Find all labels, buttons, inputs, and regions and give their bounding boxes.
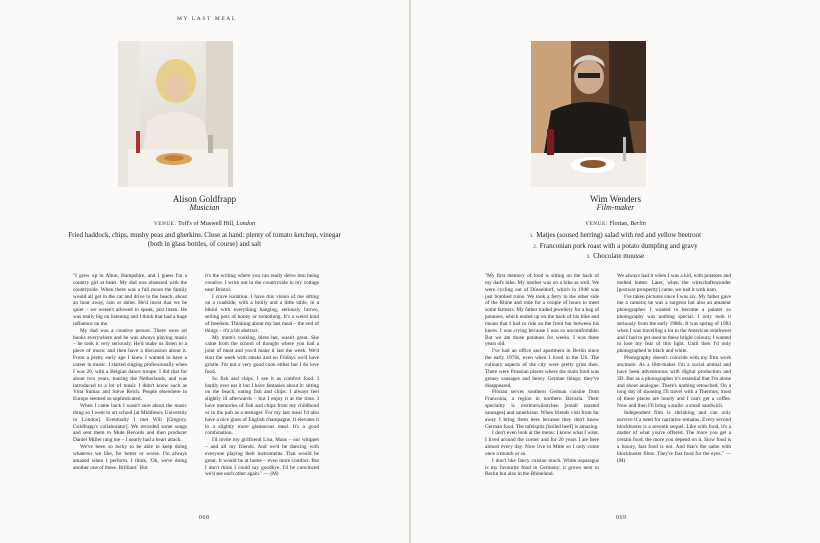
meal-course (411, 252, 820, 263)
body-paragraph: "My first memory of food is sitting on the back of my dad's bike. My mother was on a bike as well. We were cycling out of Düsseldorf, which in 1948 was just bombed ruins. We took a ferry to the other side of the Rhine and rode for a couple of hours to meet some farmers. My father traded jewellery for a bag of potatoes, which ended up on the back of his bike and meant that I had to ride on the front bar between his knees. I was crying because I was so uncomfortable. But we ate those potatoes for weeks. I was three years old. (485, 273, 599, 348)
venue-line (411, 220, 820, 227)
subject-name: Alison Goldfrapp (172, 194, 237, 204)
page-number: 069 (616, 515, 627, 521)
portrait-photo-alison (118, 41, 233, 187)
body-paragraph: Independent film is shrinking and can only survive if a need for narrative remains. Every second blockbuster is a seventh sequel. Like with food, it's a matter of what you're offered. The more you get a certain food, the more you depend on it. Slow food is a luxury, fast food is not. And that's the same with blockbuster films. They're fast food for the eyes." — (M) (617, 409, 731, 464)
venue-place: London (236, 220, 256, 227)
venue-line (0, 220, 409, 227)
portrait-photo-wim (531, 41, 646, 187)
course-text: Matjes (soused herring) salad with red and yellow beetroot (536, 231, 702, 239)
venue-place: Berlin (630, 220, 646, 227)
meal-course (411, 242, 820, 253)
subject-name: Wim Wenders (590, 194, 641, 204)
body-paragraph: Photography doesn't coincide with my film work anymore. As a film-maker I'm a social animal and have been adventurous with digital production and 3D. But as a photographer it's essential that I'm alone and shoot analogue. There's nothing retouched. On a long day of shooting I'll travel with a Thermos; most of these places are lonely and I can't get a coffee. Now and then I'll bring a stulle: a small sandwich. (617, 355, 731, 410)
body-paragraph: Florian serves southern German cuisine from Franconia, a region in northern Bavaria. Their speciality is rostbratwürstchen [small roasted sausages] and sauerkraut. When friends visit from far away I bring them here because they don't know German food. The tafelspitz [boiled beef] is amazing. (485, 389, 599, 430)
body-paragraph: We've been so lucky to be able to keep doing whatever we like, for better or worse. I'm always amazed when I perform. I think, 'Oh, we're doing another one of these. Brilliant.' But (73, 444, 187, 471)
subject-role: Film-maker (596, 203, 635, 212)
meal-course (411, 231, 820, 242)
body-paragraph: My mum's cooking, bless her, wasn't great. She came from the school of thought where you had a joint of meat and you'd make it last the week. We'd start the week with steaks and on Fridays we'd have gristle. I'm not a very good cook either but I do love food. (205, 334, 319, 375)
meal-line: (both in glass bottles, of course) and salt (147, 239, 262, 248)
course-number: 3. (586, 255, 591, 261)
body-paragraph: I've taken pictures since I was six. My father gave me a camera; he was a surgeon but also an amateur photographer. I wanted to become a painter so photography was nothing special. I only took it seriously from the early 1980s. It was spring of 1983 when I was travelling a lot in the American southwest and I had to get used to these bright colours; I wanted to lose my fear of this light. Until then I'd only photographed in black and white. (617, 293, 732, 355)
course-text: Franconian pork roast with a potato dumpling and gravy (539, 241, 698, 250)
body-paragraph: I don't like fancy cuisine much. White asparagus is my favourite food in Germany; it grows next to Berlin but also in the Rhineland. (485, 457, 599, 478)
body-paragraph: I crave isolation. I have this vision of me sitting on a roadside, with a brolly and a little table, in a bikini with everything hanging, seriously brown, selling pots of honey or something. It's a weird kind of freedom. Thinking about my last meal – the end of things – it's a bit abstract. (205, 293, 319, 334)
venue-label: VENUE: (585, 221, 608, 227)
body-column-1 (73, 273, 187, 471)
running-head: MY LAST MEAL (177, 16, 237, 22)
body-column-2 (617, 273, 731, 465)
right-page (411, 0, 820, 543)
body-column-2 (205, 273, 319, 478)
body-paragraph: "I grew up in Alton, Hampshire, and I guess I'm a country girl at heart. My dad was obsessed with the countryside. When there was a full moon the family would all get in the car and drive to the beach, about an hour away, rain or shine. He'd insist that we be quiet – we weren't allowed to speak, just listen. He was really big on listening and I think that had a huge influence on me. (73, 273, 187, 327)
body-paragraph: When I came back I wasn't sure about the music thing so I went to art school [at Middlesex University in London]. Eventually I met Will [Gregory, Goldfrapp's collaborator]. We recorded some songs and sent them to Mute Records and then producer Daniel Miller rang me – I nearly had a heart attack. (73, 403, 187, 444)
body-paragraph: it's the writing where you can really delve into being creative. I write out in the countryside in my cottage near Bristol. (205, 273, 319, 293)
meal-line: Fried haddock, chips, mushy peas and gherkins. Close at hand: plenty of tomato ketchup, vinegar (68, 231, 341, 239)
course-number: 2. (533, 244, 537, 250)
body-paragraph: So fish and chips. I see it as comfort food. I hardly ever eat it but I have fantasies about it: sitting on the beach, eating fish and chips. I always feel slightly ill afterwards – but I enjoy it at the time. I have memories of fish and chips from my childhood or in the pub as a teenager. For my last meal I'd also have a nice glass of English champagne. It elevates it to a slightly more glamorous meal. It's a good combination. (205, 375, 319, 437)
course-text: Chocolate mousse (593, 252, 645, 261)
left-page (0, 0, 409, 543)
body-paragraph: I don't even look at the menu: I know what I want. I lived around the corner and for 20 years I ate here almost every day. Now live in Mitte so I only come once a month or so. (485, 430, 599, 457)
body-paragraph: My dad was a creative person. There were art books everywhere and he was always playing music – he took it very seriously. He'd make us listen to a piece of music and then have a discussion about it. From a pretty early age I knew I wanted to have a career in music. I started singing professionally when I was 20, with a Belgian dance troupe. I did that for about two years, touring the Netherlands, and was introduced to a lot of music I didn't know such as Yma Sumac and Steve Reich. People elsewhere in Europe seemed so sophisticated. (73, 327, 187, 403)
meal-course-list (411, 231, 820, 263)
page-number: 068 (199, 515, 210, 521)
body-paragraph: We always had it when I was a kid, with potatoes and melted butter. Later, when the wirtschaftswunder [postwar prosperity] came, we had it with ham. (617, 273, 731, 293)
venue-name: Toff's of Muswell Hill, (177, 220, 235, 227)
body-column-1 (485, 273, 599, 478)
course-number: 1. (529, 234, 534, 239)
meal-description (0, 231, 409, 248)
body-paragraph: I've had an office and apartment in Berlin since the early 1970s, even when I lived in the US. The culinary aspects of the city were pretty grim then. There were Prussian places where the main food was greasy sausages and heavy German things; they've disappeared. (485, 348, 599, 389)
body-paragraph: I'd invite my girlfriend Lisa, Maus – our whippet – and all my friends. And we'd be dancing with everyone playing their instruments. That would be great. It would be at home – even more comfort. But I don't think I could say goodbye. I'd be convinced we'd see each other again." — (M) (205, 437, 319, 478)
venue-label: VENUE: (153, 221, 177, 227)
subject-role: Musician (189, 203, 220, 212)
venue-name: Florian, (609, 220, 629, 227)
